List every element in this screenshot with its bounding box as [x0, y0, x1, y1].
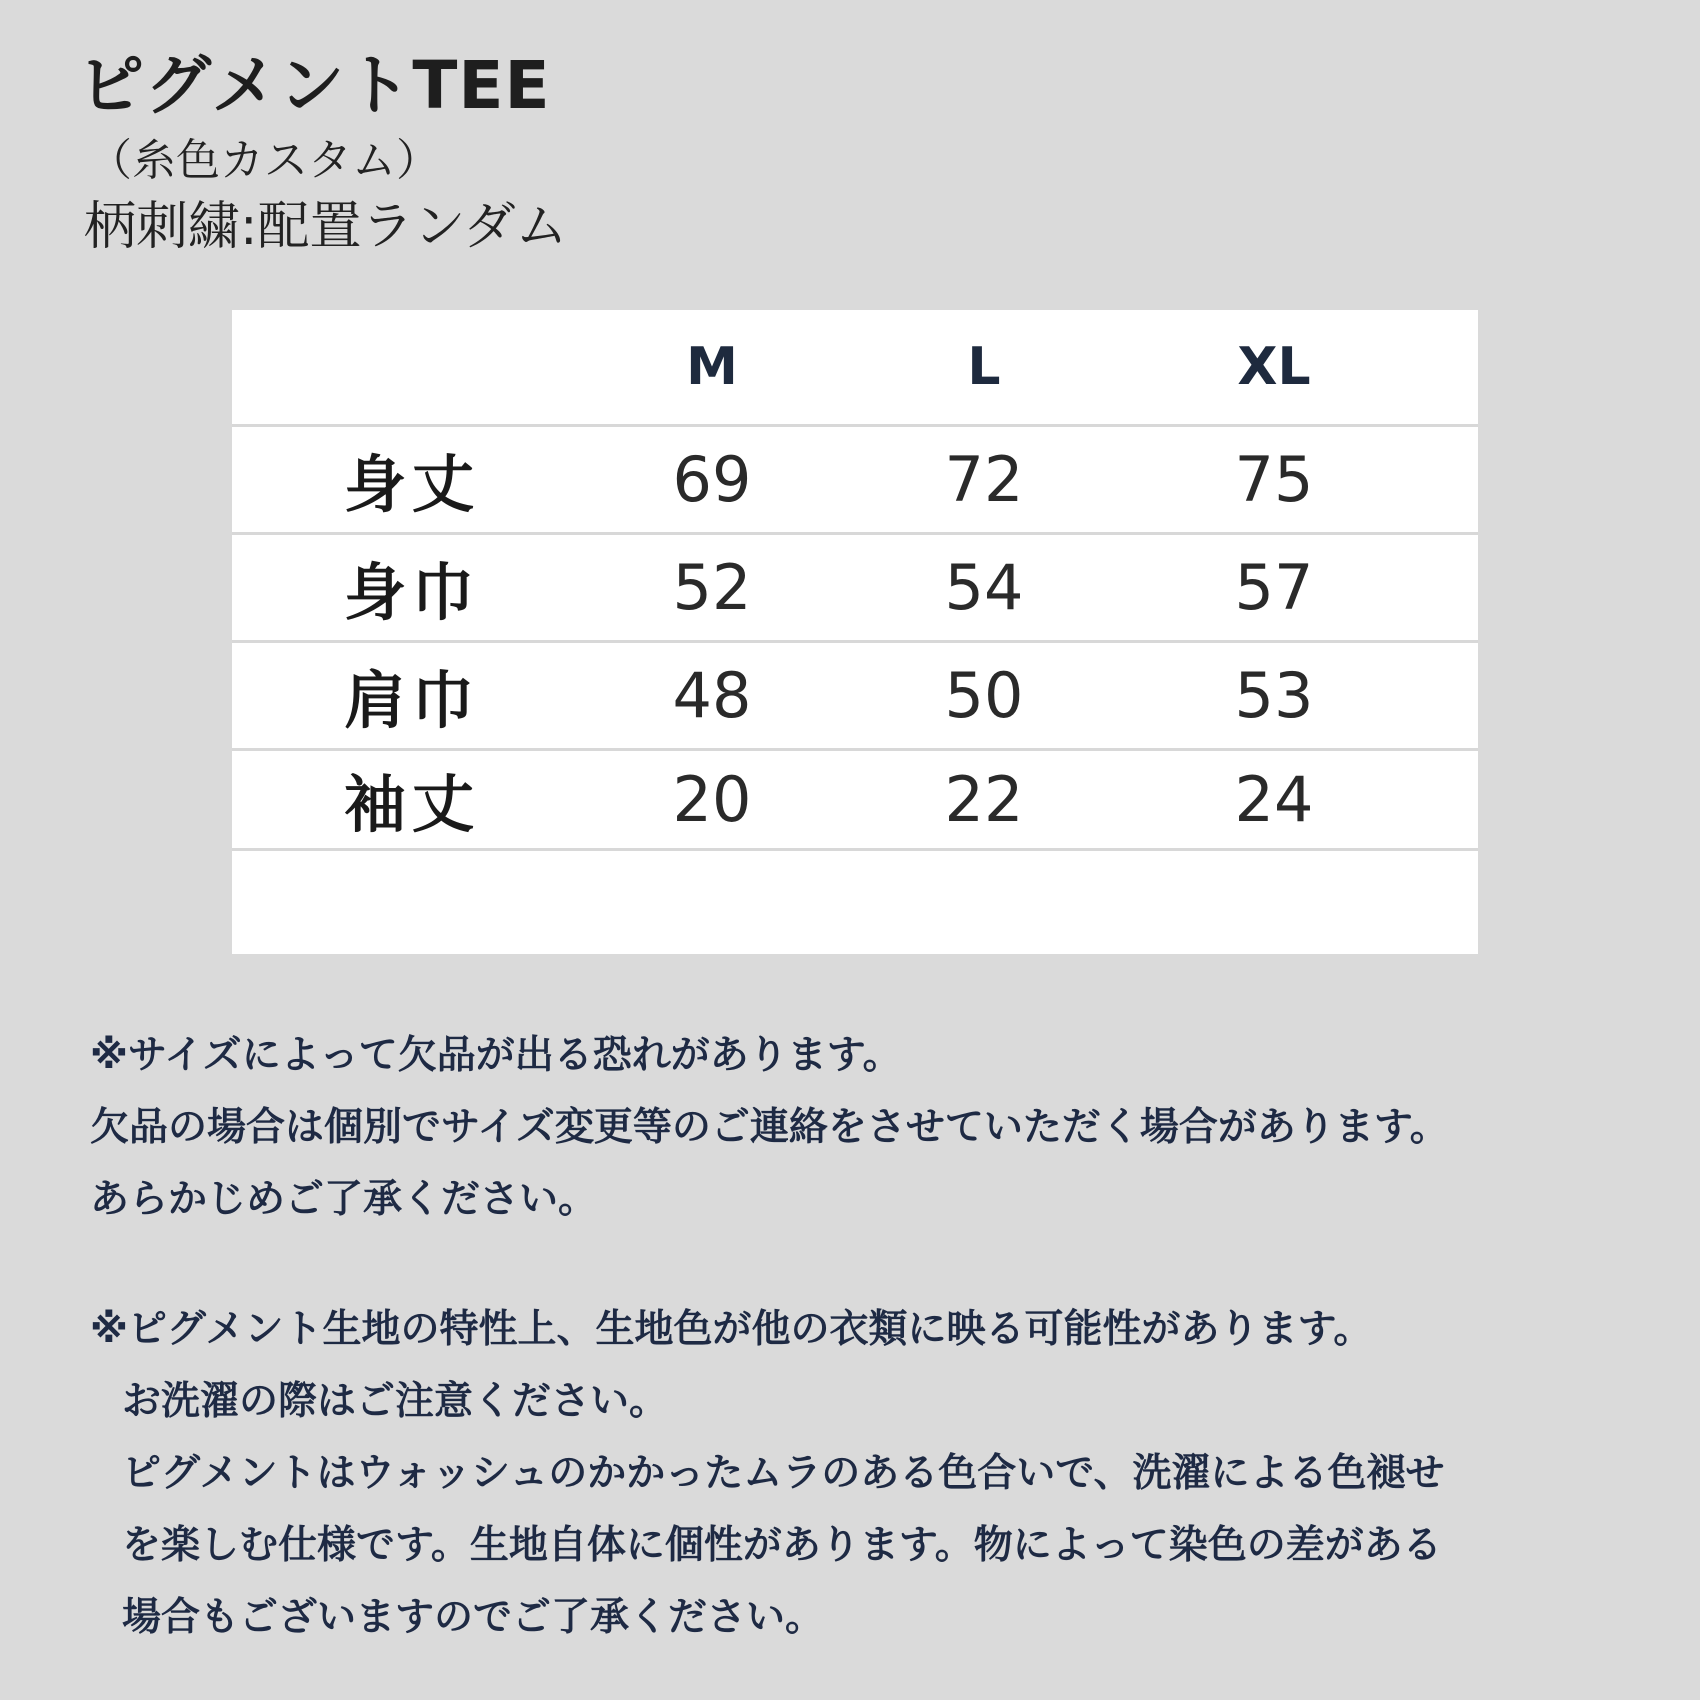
row-label-text: 肩巾	[343, 664, 480, 737]
cell-value: 20	[672, 763, 752, 836]
table-cell	[612, 427, 812, 532]
table-cell	[612, 643, 812, 748]
cell-value: 22	[944, 763, 1024, 836]
table-cell	[884, 751, 1084, 848]
table-row	[232, 535, 1478, 643]
size-table-header	[232, 310, 1478, 427]
column-header-label: XL	[1237, 337, 1311, 397]
cell-value: 53	[1234, 659, 1314, 732]
product-subtitle: （糸色カスタム）	[88, 135, 440, 186]
cell-value: 54	[944, 551, 1024, 624]
column-header-label: M	[686, 337, 738, 397]
column-header-xl	[1174, 310, 1374, 424]
table-cell	[1174, 427, 1374, 532]
product-title: ピグメントTEE	[78, 47, 551, 124]
row-label	[302, 427, 522, 532]
column-header-l	[884, 310, 1084, 424]
cell-value: 57	[1234, 551, 1314, 624]
size-table	[232, 310, 1478, 954]
cell-value: 72	[944, 443, 1024, 516]
cell-value: 48	[672, 659, 752, 732]
table-cell	[1174, 535, 1374, 640]
table-row	[232, 643, 1478, 751]
column-header-label: L	[967, 337, 1001, 397]
table-cell	[884, 643, 1084, 748]
table-row	[232, 751, 1478, 851]
note-line: を楽しむ仕様です。生地自体に個性があります。物によって染色の差がある	[122, 1523, 1442, 1568]
note-line: お洗濯の際はご注意ください。	[122, 1379, 669, 1424]
notes-section	[90, 1020, 1680, 1654]
cell-value: 24	[1234, 763, 1314, 836]
cell-value: 75	[1234, 443, 1314, 516]
table-cell	[1174, 643, 1374, 748]
table-cell	[612, 535, 812, 640]
table-cell	[1174, 751, 1374, 848]
column-header-m	[612, 310, 812, 424]
row-label	[302, 535, 522, 640]
note-line: ※ピグメント生地の特性上、生地色が他の衣類に映る可能性があります。	[90, 1307, 1373, 1352]
note-line: 欠品の場合は個別でサイズ変更等のご連絡をさせていただく場合があります。	[90, 1105, 1449, 1150]
row-label-text: 袖丈	[343, 768, 480, 841]
row-label	[302, 751, 522, 848]
row-label-text: 身巾	[343, 556, 480, 629]
row-label-text: 身丈	[343, 448, 480, 521]
table-row	[232, 427, 1478, 535]
note-spacer	[90, 1236, 1680, 1294]
note-line: 場合もございますのでご了承ください。	[122, 1595, 825, 1640]
note-line: ※サイズによって欠品が出る恐れがあります。	[90, 1033, 902, 1078]
note-line: あらかじめご了承ください。	[90, 1177, 598, 1222]
pattern-note: 柄刺繍:配置ランダム	[84, 197, 568, 257]
note-line: ピグメントはウォッシュのかかったムラのある色合いで、洗濯による色褪せ	[122, 1451, 1445, 1496]
table-cell	[612, 751, 812, 848]
table-cell	[884, 535, 1084, 640]
row-label	[302, 643, 522, 748]
cell-value: 50	[944, 659, 1024, 732]
cell-value: 52	[672, 551, 752, 624]
cell-value: 69	[672, 443, 752, 516]
table-cell	[884, 427, 1084, 532]
